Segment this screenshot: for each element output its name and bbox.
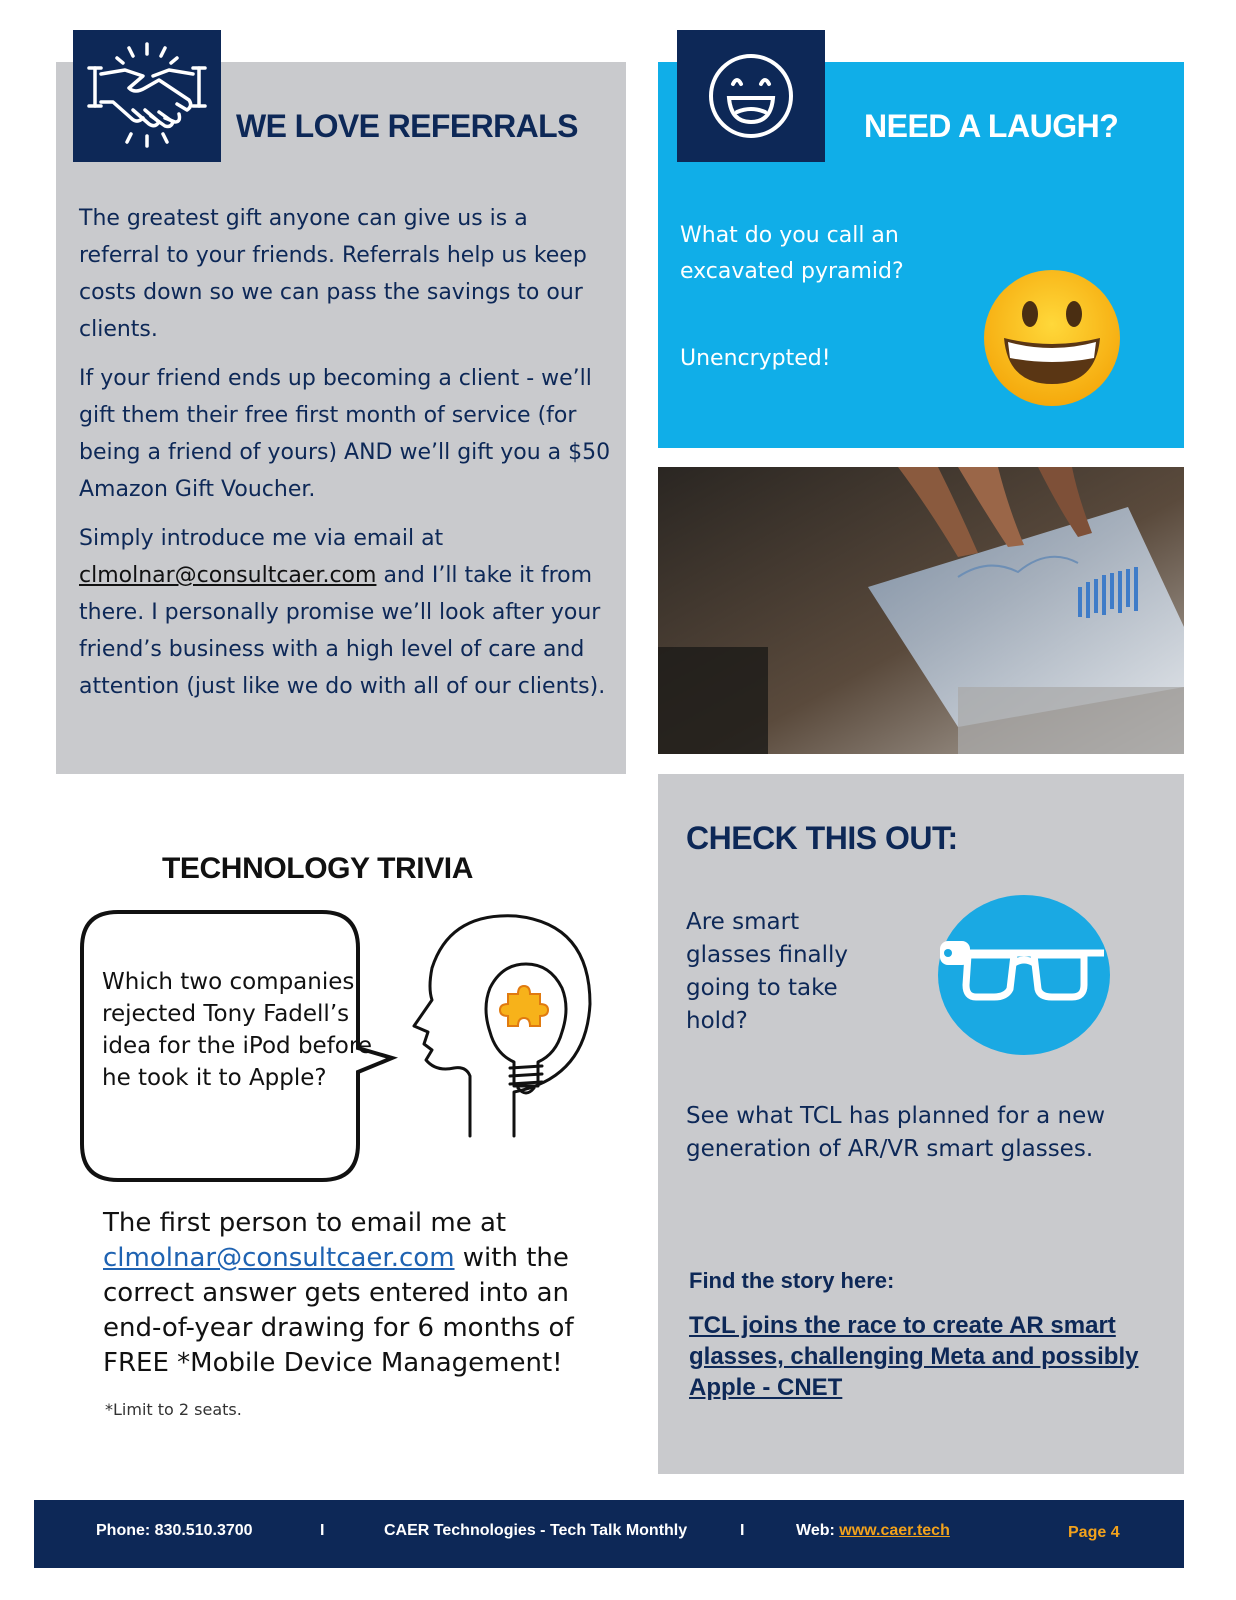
referral-title: WE LOVE REFERRALS [236,108,578,144]
check-body: See what TCL has planned for a new generation of AR/VR smart glasses. [686,1103,1106,1162]
footer-web-link[interactable]: www.caer.tech [839,1522,950,1539]
smart-glasses-icon [936,893,1112,1057]
referral-email-link[interactable]: clmolnar@consultcaer.com [79,563,377,588]
business-report-photo [658,467,1184,754]
cnet-article-link[interactable]: TCL joins the race to create AR smart glasses, challenging Meta and possibly Apple - CNET [689,1312,1139,1401]
referral-text [79,200,615,717]
check-find-label: Find the story here: [689,1268,895,1293]
laugh-question: What do you call an excavated pyramid? [680,223,904,284]
trivia-question: Which two companies rejected Tony Fadell’s idea for the iPod before he took it to Apple? [102,969,372,1091]
trivia-email-link[interactable]: clmolnar@consultcaer.com [103,1243,455,1273]
footer-phone: Phone: 830.510.3700 [96,1522,253,1539]
check-title: CHECK THIS OUT: [686,820,958,856]
referral-paragraph-2: If your friend ends up becoming a client - we’ll gift them their free first month of service (for being a friend of yours) AND we’ll gift you a $50 Amazon Gift Voucher. [79,366,611,502]
trivia-body-suffix: with the correct answer gets entered into an end-of-year drawing for 6 months of FREE *Mobile Device Management! [103,1243,574,1378]
trivia-title: TECHNOLOGY TRIVIA [162,852,473,885]
footer-page-number: Page 4 [1068,1524,1120,1541]
trivia-note: *Limit to 2 seats. [105,1400,242,1419]
footer-web-label: Web: [796,1522,835,1539]
referral-paragraph-3-prefix: Simply introduce me via email at [79,526,444,551]
footer-company: CAER Technologies - Tech Talk Monthly [384,1522,688,1539]
laugh-answer: Unencrypted! [680,346,831,371]
referral-paragraph-3 [79,520,615,705]
referral-paragraph-1: The greatest gift anyone can give us is a referral to your friends. Referrals help us keep costs down so we can pass the savings to our clients. [79,206,587,342]
grinning-emoji-icon [980,266,1124,410]
trivia-body [103,1206,613,1381]
head-lightbulb-puzzle-icon [410,908,610,1140]
trivia-body-prefix: The first person to email me at [103,1208,507,1238]
laughing-face-icon [677,30,825,162]
footer-separator: I [320,1522,325,1539]
footer-separator: I [740,1522,745,1539]
referral-paragraph-3-suffix: and I’ll take it from there. I personally promise we’ll look after your friend’s business with a high level of care and attention (just like we do with all of our clients). [79,563,606,699]
check-question: Are smart glasses finally going to take hold? [686,909,849,1034]
footer-web [796,1522,950,1540]
handshake-icon [73,30,221,162]
laugh-title: NEED A LAUGH? [864,108,1119,144]
